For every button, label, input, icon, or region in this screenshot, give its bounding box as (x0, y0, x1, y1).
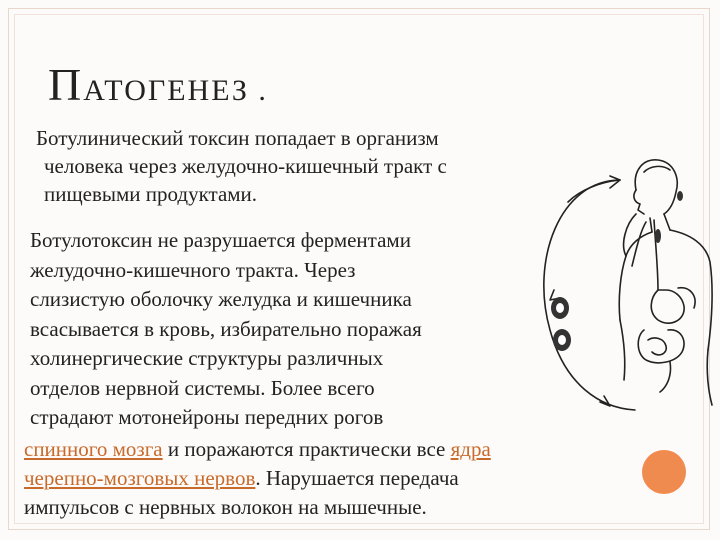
link-nuclei[interactable]: ядра (450, 437, 491, 461)
orange-circle-decoration (642, 450, 686, 494)
human-digestive-system-illustration (540, 140, 720, 430)
paragraph-mechanism (30, 226, 550, 433)
mechanism-line-7: страдают мотонейроны передних рогов (30, 405, 384, 429)
intro-line-3: пищевыми продуктами. (44, 182, 258, 206)
effects-line-3: импульсов с нервных волокон на мышечные. (24, 495, 427, 519)
title-first-letter: П (48, 59, 84, 110)
intro-line-1: Ботулинический токсин попадает в организм (36, 126, 439, 150)
paragraph-intro (36, 124, 596, 208)
mechanism-line-3: слизистую оболочку желудка и кишечника (30, 287, 412, 311)
slide-title (48, 58, 268, 111)
mechanism-line-2: желудочно-кишечного тракта. Через (30, 257, 356, 282)
effects-text-2: . Нарушается передача (255, 466, 459, 490)
paragraph-effects (24, 435, 644, 522)
effects-line-2 (24, 464, 644, 493)
effects-line-1 (24, 435, 644, 464)
intro-line-2: человека через желудочно-кишечный тракт с (44, 154, 447, 178)
mechanism-line-5: холинергические структуры различных (30, 346, 384, 370)
mechanism-line-1: Ботулотоксин не разрушается ферментами (30, 228, 411, 252)
title-rest: АТОГЕНЕЗ . (83, 74, 268, 107)
mechanism-line-4: всасывается в кровь, избирательно поражая (30, 316, 422, 341)
link-cranial-nerves[interactable]: черепно-мозговых нервов (24, 466, 256, 490)
link-spinal-cord[interactable]: спинного мозга (24, 437, 163, 461)
effects-text-1: и поражаются практически все (162, 437, 451, 461)
mechanism-line-6: отделов нервной системы. Более всего (30, 375, 375, 400)
